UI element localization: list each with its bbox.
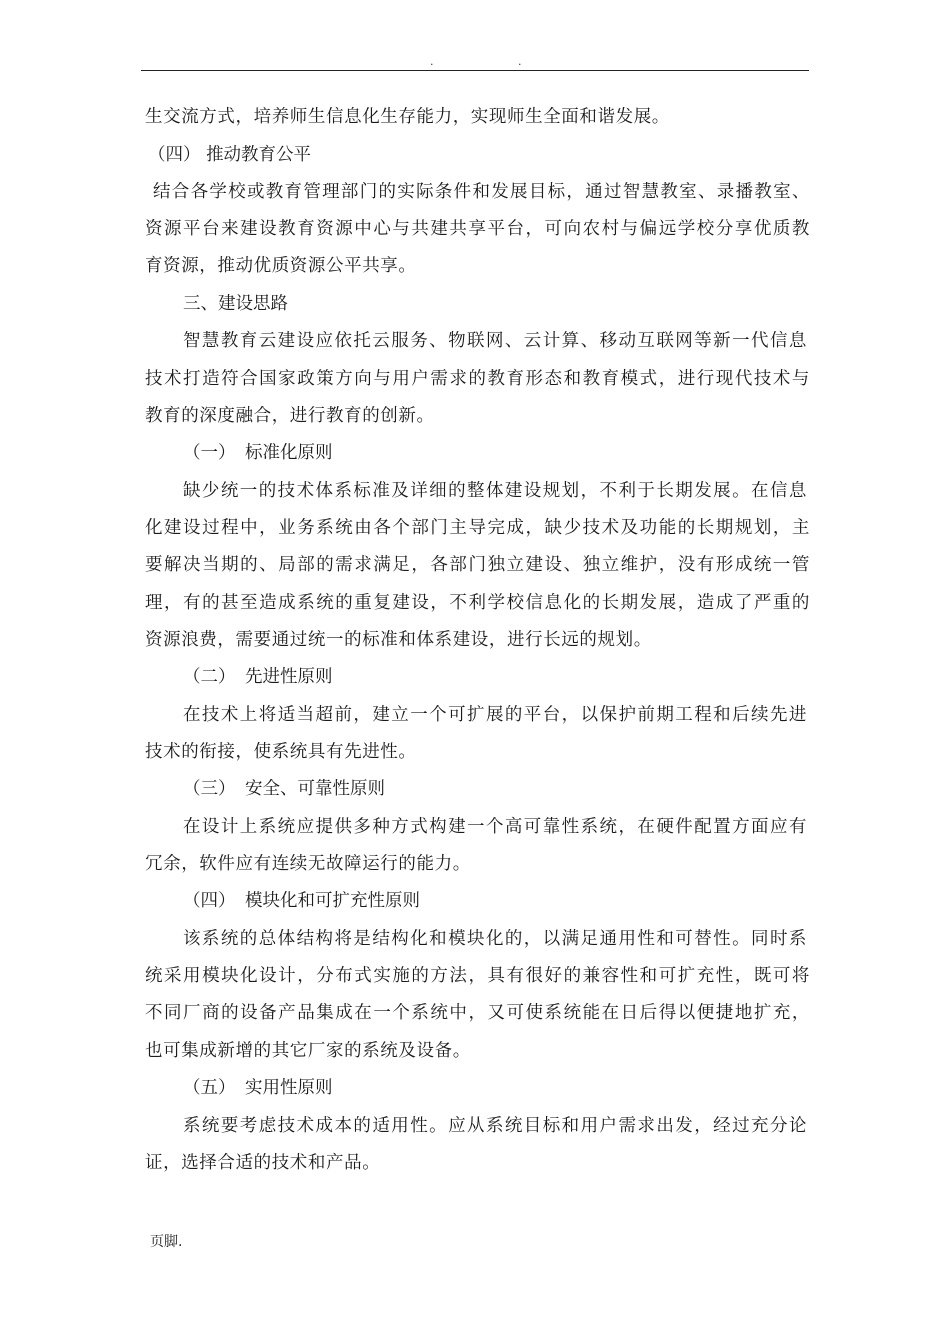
paragraph-line: 要解决当期的、局部的需求满足，各部门独立建设、独立维护，没有形成统一管 bbox=[145, 555, 810, 575]
paragraph-line: 技术打造符合国家政策方向与用户需求的教育形态和教育模式，进行现代技术与 bbox=[145, 369, 810, 389]
subheading-education-equity: （四） 推动教育公平 bbox=[148, 145, 312, 165]
paragraph-line: 统采用模块化设计，分布式实施的方法，具有很好的兼容性和可扩充性，既可将 bbox=[145, 966, 810, 986]
paragraph-line: 育资源，推动优质资源公平共享。 bbox=[145, 256, 417, 276]
paragraph-line: 在设计上系统应提供多种方式构建一个高可靠性系统，在硬件配置方面应有 bbox=[183, 817, 807, 837]
paragraph-line: 该系统的总体结构将是结构化和模块化的，以满足通用性和可替性。同时系 bbox=[183, 929, 807, 949]
paragraph-line: 生交流方式，培养师生信息化生存能力，实现师生全面和谐发展。 bbox=[145, 107, 670, 127]
page-footer: 页脚. bbox=[150, 1234, 183, 1250]
header-dot-right: . bbox=[518, 55, 522, 68]
header-dot-left: . bbox=[430, 55, 434, 68]
paragraph-line: 也可集成新增的其它厂家的系统及设备。 bbox=[145, 1041, 471, 1061]
paragraph-line: 不同厂商的设备产品集成在一个系统中，又可使系统能在日后得以便捷地扩充， bbox=[145, 1003, 810, 1023]
paragraph-line: 智慧教育云建设应依托云服务、物联网、云计算、移动互联网等新一代信息 bbox=[183, 331, 807, 351]
paragraph-line: 资源浪费，需要通过统一的标准和体系建设，进行长远的规划。 bbox=[145, 630, 652, 650]
principle-title: 安全、可靠性原则 bbox=[245, 779, 385, 799]
section-heading-three: 三、建设思路 bbox=[183, 294, 288, 314]
principle-title: 实用性原则 bbox=[245, 1078, 333, 1098]
paragraph-line: 在技术上将适当超前，建立一个可扩展的平台，以保护前期工程和后续先进 bbox=[183, 705, 807, 725]
principle-number: （五） bbox=[183, 1078, 236, 1098]
principle-title: 模块化和可扩充性原则 bbox=[245, 891, 420, 911]
principle-heading-security bbox=[183, 777, 385, 801]
paragraph-line: 理，有的甚至造成系统的重复建设，不利学校信息化的长期发展，造成了严重的 bbox=[145, 593, 810, 613]
principle-heading-practicality bbox=[183, 1076, 333, 1100]
paragraph-line: 资源平台来建设教育资源中心与共建共享平台，可向农村与偏远学校分享优质教 bbox=[145, 219, 810, 239]
paragraph-line: 结合各学校或教育管理部门的实际条件和发展目标，通过智慧教室、录播教室、 bbox=[153, 182, 810, 202]
principle-heading-standardization bbox=[183, 441, 333, 465]
paragraph-line: 教育的深度融合，进行教育的创新。 bbox=[145, 406, 435, 426]
principle-number: （二） bbox=[183, 667, 236, 687]
paragraph-line: 冗余，软件应有连续无故障运行的能力。 bbox=[145, 854, 471, 874]
principle-number: （四） bbox=[183, 891, 236, 911]
principle-title: 先进性原则 bbox=[245, 667, 333, 687]
paragraph-line: 缺少统一的技术体系标准及详细的整体建设规划，不利于长期发展。在信息 bbox=[183, 481, 807, 501]
principle-number: （三） bbox=[183, 779, 236, 799]
header-rule bbox=[141, 70, 809, 71]
principle-heading-advanced bbox=[183, 665, 333, 689]
paragraph-line: 技术的衔接，使系统具有先进性。 bbox=[145, 742, 417, 762]
principle-heading-modularity bbox=[183, 889, 420, 913]
principle-title: 标准化原则 bbox=[245, 443, 333, 463]
paragraph-line: 系统要考虑技术成本的适用性。应从系统目标和用户需求出发，经过充分论 bbox=[183, 1116, 807, 1136]
paragraph-line: 证，选择合适的技术和产品。 bbox=[145, 1153, 381, 1173]
paragraph-line: 化建设过程中，业务系统由各个部门主导完成，缺少技术及功能的长期规划，主 bbox=[145, 518, 810, 538]
principle-number: （一） bbox=[183, 443, 236, 463]
